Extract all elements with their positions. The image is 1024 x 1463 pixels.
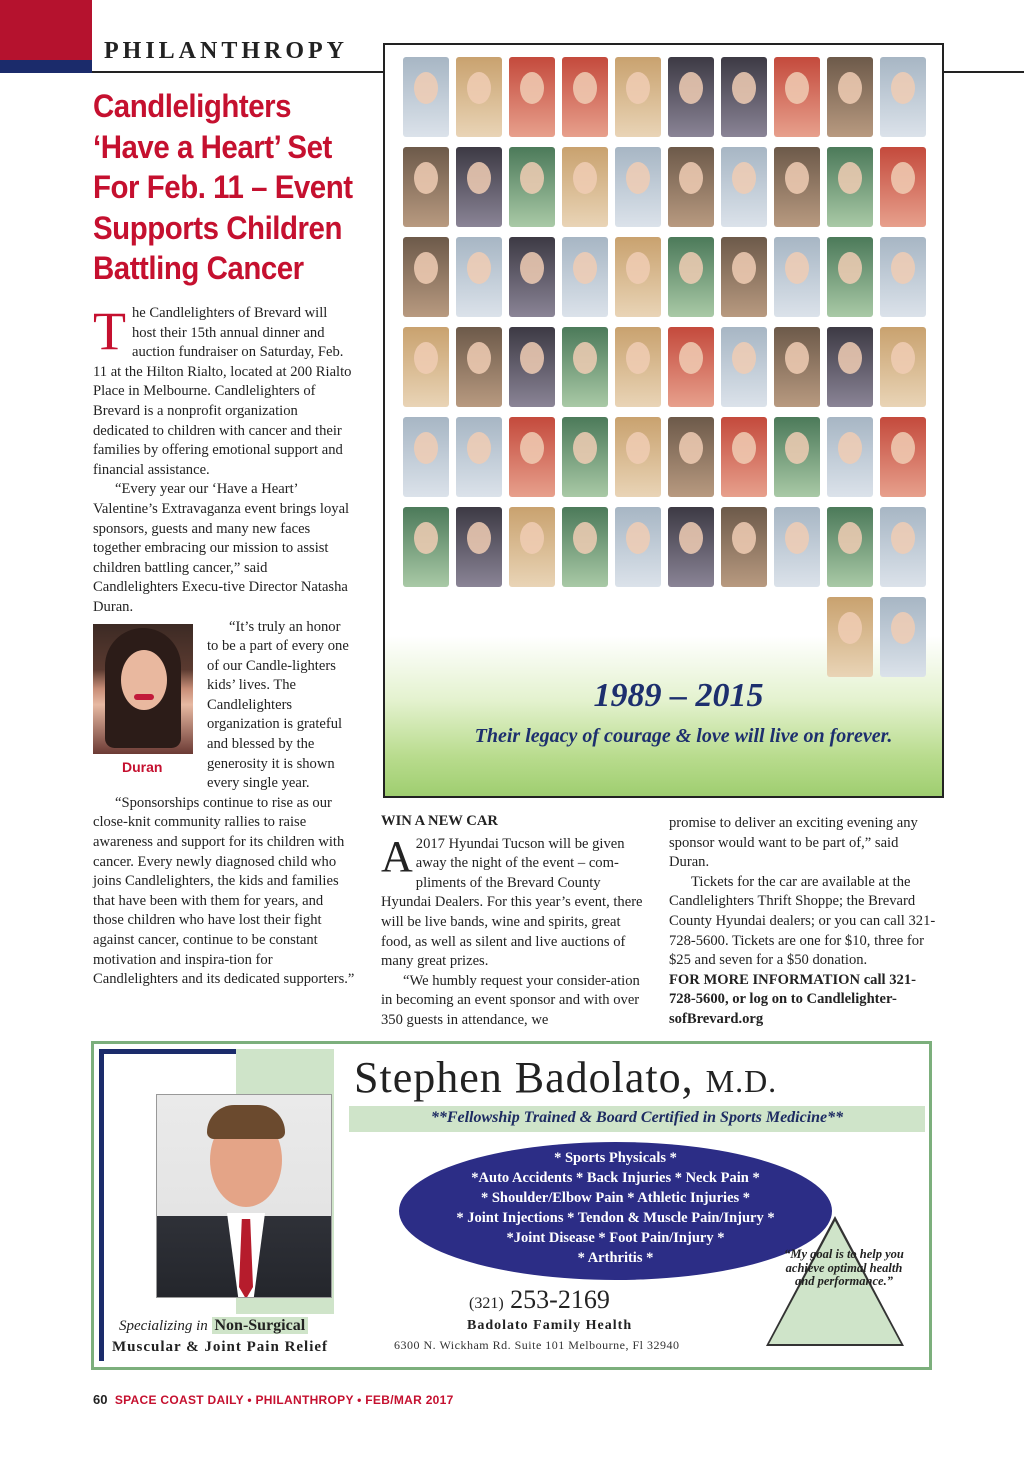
doctor-name: Stephen Badolato, M.D.	[354, 1053, 778, 1102]
dropcap-a: A	[381, 831, 413, 881]
doctor-photo	[156, 1094, 332, 1298]
subhead-win-a-new-car: WIN A NEW CAR	[381, 813, 498, 829]
child-photo	[774, 507, 820, 587]
service-line: * Joint Injections * Tendon & Muscle Pain/Injury *	[456, 1210, 775, 1226]
child-photo	[456, 237, 502, 317]
child-photo	[721, 57, 767, 137]
section-label: PHILANTHROPY	[104, 38, 349, 64]
page-footer	[93, 1392, 454, 1407]
child-photo	[668, 237, 714, 317]
child-photo	[615, 417, 661, 497]
child-photo	[403, 147, 449, 227]
services-list	[399, 1148, 832, 1268]
child-photo	[880, 57, 926, 137]
child-photo	[562, 57, 608, 137]
child-photo	[827, 327, 873, 407]
child-photo	[509, 147, 555, 227]
child-photo	[562, 507, 608, 587]
child-photo	[562, 327, 608, 407]
child-photo	[509, 57, 555, 137]
child-photo	[615, 57, 661, 137]
practice-address: 6300 N. Wickham Rd. Suite 101 Melbourne, Fl 32940	[394, 1338, 680, 1352]
child-photo	[774, 237, 820, 317]
child-photo	[456, 147, 502, 227]
child-photo	[562, 147, 608, 227]
duran-photo-block	[93, 624, 201, 778]
doctor-credential: M.D.	[705, 1063, 778, 1099]
photo-caption: Duran	[122, 758, 163, 775]
memorial-years: 1989 – 2015	[593, 677, 764, 714]
child-photo	[403, 327, 449, 407]
child-photo	[827, 147, 873, 227]
paragraph-tickets: Tickets for the car are available at the Candlelighters Thrift Shoppe; the Brevard County Hyundai dealers; or you can call 321-728-5600. Tickets are one for $10, three for $25 and seven for a $50 donation.	[669, 873, 936, 969]
child-photo	[668, 507, 714, 587]
child-photo	[827, 507, 873, 587]
child-photo	[615, 327, 661, 407]
child-photo	[827, 597, 873, 677]
specializing-line-2: Muscular & Joint Pain Relief	[112, 1339, 329, 1355]
paragraph-car	[381, 831, 647, 972]
service-line: *Auto Accidents * Back Injuries * Neck Pain *	[471, 1170, 760, 1186]
child-photo	[827, 417, 873, 497]
paragraph-quote-1: “Every year our ‘Have a Heart’ Valentine’s Extravaganza event brings loyal sponsors, guests and many new faces together embracing our mission to assist children battling cancer,” said Candlelighters Execu-tive Director Natasha Duran.	[93, 481, 350, 615]
paragraph-quote-2: “It’s truly an honor to be a part of every one of our Candle-lighters kids’ lives. The Candlelighters organization is grateful and blessed by the generosity it is shown every single year.	[207, 618, 349, 792]
child-photo	[668, 327, 714, 407]
child-photo	[456, 417, 502, 497]
child-photo	[509, 507, 555, 587]
child-photo	[668, 147, 714, 227]
child-photo	[456, 327, 502, 407]
duran-photo	[93, 624, 193, 754]
child-photo	[615, 237, 661, 317]
paragraph-sponsor-request: “We humbly request your consider-ation in becoming an event sponsor and with over 350 guests in attendance, we	[381, 972, 640, 1028]
child-photo	[615, 507, 661, 587]
service-line: * Shoulder/Elbow Pain * Athletic Injuries *	[480, 1190, 751, 1206]
child-photo	[880, 327, 926, 407]
child-photo	[509, 327, 555, 407]
child-photo	[403, 57, 449, 137]
child-photo	[721, 147, 767, 227]
advertisement-badolato	[91, 1041, 932, 1370]
child-photo	[827, 237, 873, 317]
child-photo	[721, 237, 767, 317]
child-photo	[668, 417, 714, 497]
corner-red-block	[0, 0, 92, 60]
child-photo	[668, 57, 714, 137]
child-photo	[615, 147, 661, 227]
phone-number: (321) 253-2169	[469, 1285, 610, 1314]
child-photo	[880, 507, 926, 587]
service-line: * Sports Physicals *	[554, 1150, 677, 1166]
practice-name: Badolato Family Health	[467, 1318, 633, 1333]
child-photo	[403, 237, 449, 317]
children-photo-grid	[403, 57, 933, 677]
child-photo	[880, 417, 926, 497]
child-photo	[562, 417, 608, 497]
child-photo	[562, 237, 608, 317]
doctor-quote: “My goal is to help you achieve optimal health and performance.”	[784, 1247, 904, 1288]
memorial-photo-mosaic	[383, 43, 944, 798]
child-photo	[456, 507, 502, 587]
child-photo	[721, 327, 767, 407]
page-number: 60	[93, 1392, 108, 1407]
child-photo	[509, 417, 555, 497]
specializing-line: Specializing in Non-Surgical	[119, 1317, 308, 1335]
dropcap-t: T	[93, 301, 126, 361]
child-photo	[880, 597, 926, 677]
child-photo	[721, 507, 767, 587]
paragraph-quote-3: “Sponsorships continue to rise as our close-knit community rallies to raise awareness and support for its children with cancer. Every newly diagnosed child who joins Candlelighters, the kids and families that have been with them for years, and those children who have lost their fight against cancer, continue to be constant motivation and inspira-tion for Candlelighters and its dedicated supporters.”	[93, 794, 355, 988]
paragraph-intro	[93, 301, 355, 480]
paragraph-promise: promise to deliver an exciting evening any sponsor would want to be part of,” said Duran.	[669, 815, 918, 871]
child-photo	[403, 417, 449, 497]
article-column-middle	[381, 812, 647, 1031]
service-line: * Arthritis *	[577, 1250, 654, 1266]
article-column-right	[669, 814, 939, 1030]
corner-blue-stripe	[0, 60, 92, 73]
child-photo	[827, 57, 873, 137]
child-photo	[509, 237, 555, 317]
intro-text: he Candlelighters of Brevard will host their 15th annual dinner and auction fundraiser on Saturday, Feb. 11 at the Hilton Rialto, located at 200 Rialto Place in Melbourne. Candlelighters of Brevard is a nonprofit organization dedicated to children with cancer and their families by offering emotional support and financial assistance.	[93, 305, 352, 478]
service-line: *Joint Disease * Foot Pain/Injury *	[506, 1230, 725, 1246]
child-photo	[880, 237, 926, 317]
footer-text: SPACE COAST DAILY • PHILANTHROPY • FEB/MAR 2017	[114, 1393, 454, 1407]
child-photo	[774, 327, 820, 407]
child-photo	[721, 417, 767, 497]
child-photo	[403, 507, 449, 587]
car-text: 2017 Hyundai Tucson will be given away the night of the event – com-pliments of the Brevard County Hyundai Dealers. For this year’s event, there will be live bands, wine and spirits, great food, as well as silent and live auctions of many great prizes.	[381, 835, 643, 970]
child-photo	[880, 147, 926, 227]
more-info-cta: FOR MORE INFORMATION call 321-728-5600, or log on to Candlelighter-sofBrevard.org	[669, 971, 916, 1027]
child-photo	[774, 147, 820, 227]
child-photo	[774, 417, 820, 497]
certification-line: **Fellowship Trained & Board Certified in Sports Medicine**	[430, 1109, 844, 1126]
child-photo	[774, 57, 820, 137]
article-column-left	[93, 301, 355, 990]
memorial-tagline: Their legacy of courage & love will live on forever.	[474, 725, 893, 747]
child-photo	[456, 57, 502, 137]
headline: Candlelighters ‘Have a Heart’ Set For Feb. 11 – Event Supports Children Battling Cancer	[93, 88, 353, 286]
